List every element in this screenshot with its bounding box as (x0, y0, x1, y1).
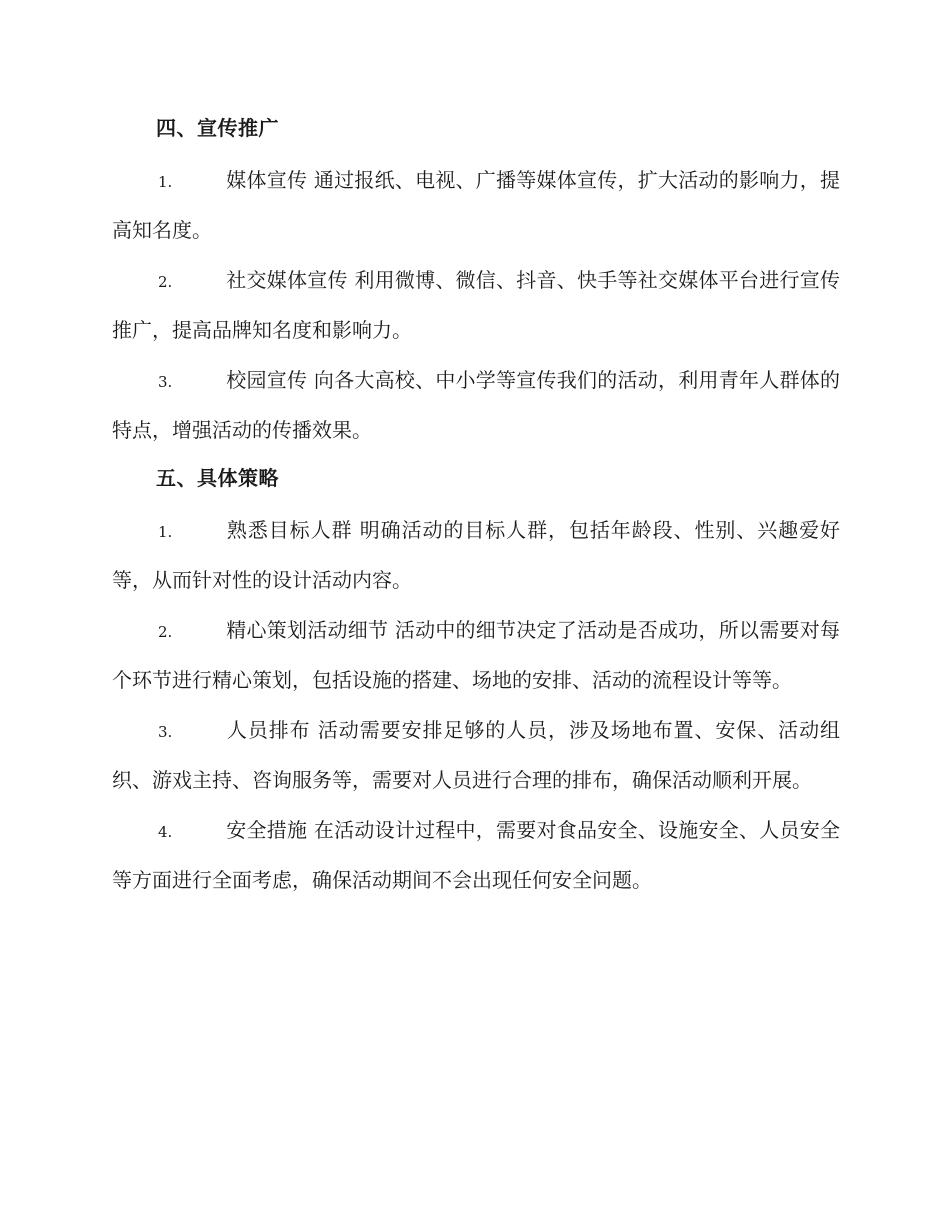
item-text: 熟悉目标人群 明确活动的目标人群，包括年龄段、性别、兴趣爱好等，从而针对性的设计活动内容。 (112, 518, 840, 592)
item-number: 2. (158, 623, 173, 641)
list-item (112, 256, 840, 354)
section-heading: 四、宣传推广 (156, 116, 279, 140)
item-number: 2. (158, 273, 173, 291)
list-item (112, 506, 840, 604)
section-heading: 五、具体策略 (156, 466, 279, 490)
list-item (112, 606, 840, 704)
section-publicity (112, 108, 840, 454)
item-text: 精心策划活动细节 活动中的细节决定了活动是否成功，所以需要对每个环节进行精心策划，包括设施的搭建、场地的安排、活动的流程设计等等。 (112, 618, 840, 692)
item-text: 媒体宣传 通过报纸、电视、广播等媒体宣传，扩大活动的影响力，提高知名度。 (112, 168, 840, 242)
item-text: 校园宣传 向各大高校、中小学等宣传我们的活动，利用青年人群体的特点，增强活动的传播效果。 (112, 368, 840, 442)
item-text: 安全措施 在活动设计过程中，需要对食品安全、设施安全、人员安全等方面进行全面考虑，确保活动期间不会出现任何安全问题。 (112, 818, 840, 892)
item-number: 1. (158, 173, 173, 191)
document-page (112, 108, 840, 906)
item-number: 1. (158, 523, 173, 541)
list-item (112, 706, 840, 804)
list-item (112, 806, 840, 904)
item-number: 4. (158, 823, 173, 841)
item-text: 社交媒体宣传 利用微博、微信、抖音、快手等社交媒体平台进行宣传推广，提高品牌知名度和影响力。 (112, 268, 840, 342)
list-item (112, 356, 840, 454)
list-item (112, 156, 840, 254)
item-text: 人员排布 活动需要安排足够的人员，涉及场地布置、安保、活动组织、游戏主持、咨询服务等，需要对人员进行合理的排布，确保活动顺利开展。 (112, 718, 840, 792)
item-number: 3. (158, 373, 173, 391)
item-number: 3. (158, 723, 173, 741)
section-strategy (112, 458, 840, 904)
